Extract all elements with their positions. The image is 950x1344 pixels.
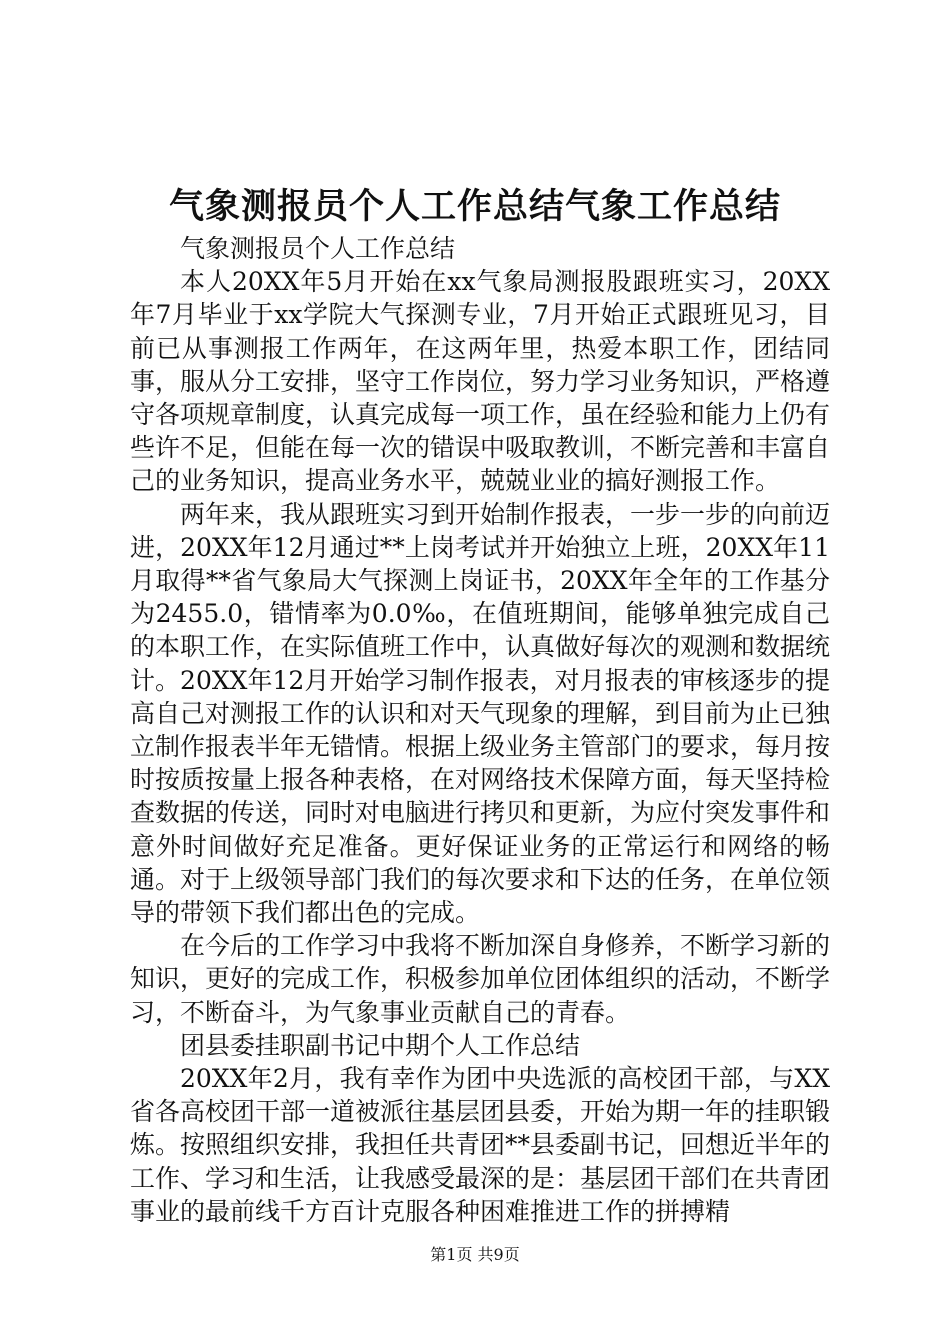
paragraph-two-years: 两年来，我从跟班实习到开始制作报表，一步一步的向前迈进，20XX年12月通过**上岗考试并开始独立上班，20XX年11月取得**省气象局大气探测上岗证书，20XX年全年的工作基分为2455.0，错情率为0.0‰，在值班期间，能够单独完成自己的本职工作，在实际值班工作中，认真做好每次的观测和数据统计。20XX年12月开始学习制作报表，对月报表的审核逐步的提高自己对测报工作的认识和对天气现象的理解，到目前为止已独立制作报表半年无错情。根据上级业务主管部门的要求，每月按时按质按量上报各种表格，在对网络技术保障方面，每天坚持检查数据的传送，同时对电脑进行拷贝和更新，为应付突发事件和意外时间做好充足准备。更好保证业务的正常运行和网络的畅通。对于上级领导部门我们的每次要求和下达的任务，在单位领导的带领下我们都出色的完成。 — [130, 499, 831, 928]
section-heading-youth-league: 团县委挂职副书记中期个人工作总结 — [180, 1030, 581, 1060]
document-body — [130, 232, 830, 1228]
paragraph-introduction: 本人20XX年5月开始在xx气象局测报股跟班实习，20XX年7月毕业于xx学院大气探测专业，7月开始正式跟班见习，目前已从事测报工作两年，在这两年里，热爱本职工作，团结同事，服从分工安排，坚守工作岗位，努力学习业务知识，严格遵守各项规章制度，认真完成每一项工作，虽在经验和能力上仍有些许不足，但能在每一次的错误中吸取教训，不断完善和丰富自己的业务知识，提高业务水平，兢兢业业的搞好测报工作。 — [130, 267, 831, 496]
page-number-footer: 第1页 共9页 — [430, 1245, 520, 1264]
document-title: 气象测报员个人工作总结气象工作总结 — [168, 187, 781, 227]
paragraph-future: 在今后的工作学习中我将不断加深自身修养，不断学习新的知识，更好的完成工作，积极参加单位团体组织的活动，不断学习，不断奋斗，为气象事业贡献自己的青春。 — [130, 931, 831, 1027]
paragraph-youth-league-intro: 20XX年2月，我有幸作为团中央选派的高校团干部，与XX省各高校团干部一道被派往基层团县委，开始为期一年的挂职锻炼。按照组织安排，我担任共青团**县委副书记，回想近半年的工作、学习和生活，让我感受最深的是：基层团干部们在共青团事业的最前线千方百计克服各种困难推进工作的拼搏精 — [130, 1064, 831, 1226]
section-heading-meteorology: 气象测报员个人工作总结 — [180, 234, 456, 263]
